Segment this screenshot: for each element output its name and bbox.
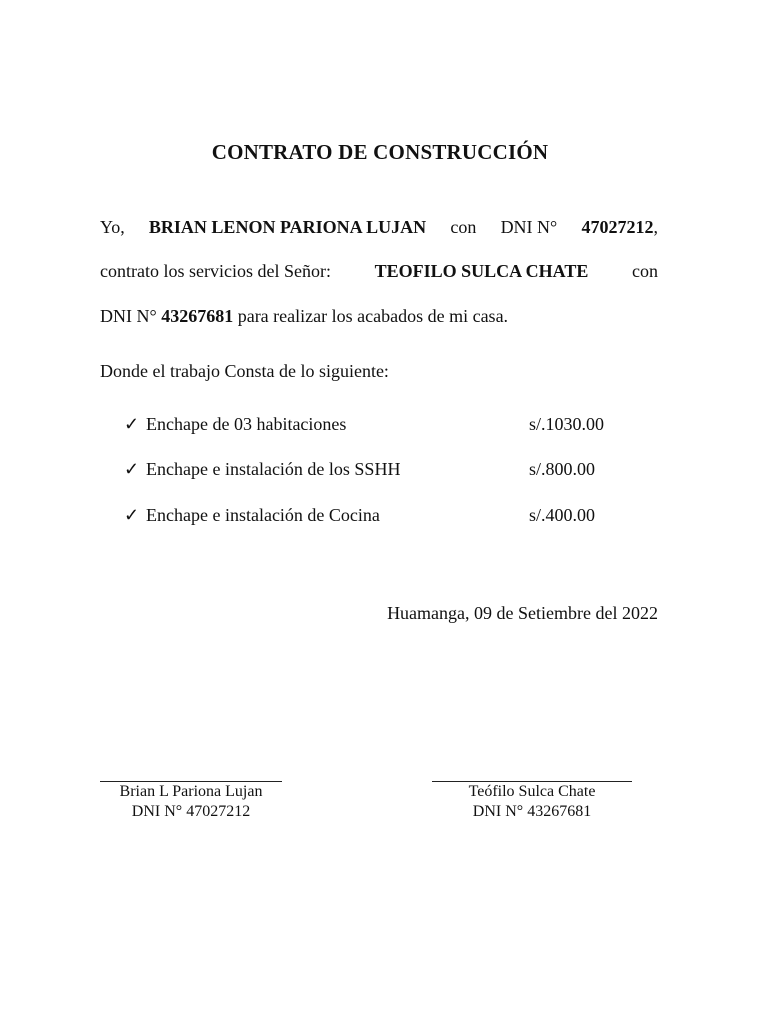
item-description: Enchape e instalación de Cocina: [146, 505, 380, 525]
contractor-dni: 43267681: [161, 306, 234, 326]
item-price: s/.400.00: [529, 505, 596, 525]
intro-line-2: [100, 259, 658, 283]
signature-block-client: [100, 765, 282, 822]
signer-name: Teófilo Sulca Chate: [468, 783, 596, 800]
signature-line: [100, 765, 282, 782]
services-text: contrato los servicios del Señor:: [100, 261, 331, 281]
client-dni: 47027212: [581, 217, 654, 237]
intro-line2-con: con: [631, 261, 658, 281]
intro-con: con: [450, 217, 477, 237]
client-name: BRIAN LENON PARIONA LUJAN: [148, 217, 427, 237]
intro-prefix: Yo,: [100, 217, 125, 237]
intro-dni-label: DNI N°: [500, 217, 558, 237]
intro-comma: ,: [653, 217, 658, 237]
work-intro: Donde el trabajo Consta de lo siguiente:: [100, 361, 389, 381]
document-title: CONTRATO DE CONSTRUCCIÓN: [211, 140, 549, 164]
checkmark-icon: ✓: [124, 459, 140, 479]
signer-dni: DNI N° 43267681: [472, 803, 592, 820]
item-price: s/.800.00: [529, 459, 596, 479]
contractor-name: TEOFILO SULCA CHATE: [374, 261, 589, 281]
signer-dni: DNI N° 47027212: [131, 803, 251, 820]
signer-name: Brian L Pariona Lujan: [119, 783, 263, 800]
item-description: Enchape e instalación de los SSHH: [146, 459, 401, 479]
checkmark-icon: ✓: [124, 414, 140, 434]
work-item: [124, 412, 644, 436]
item-description: Enchape de 03 habitaciones: [146, 414, 347, 434]
intro-line-3: [100, 304, 658, 328]
work-item: [124, 457, 644, 481]
signature-block-contractor: [432, 765, 632, 822]
checkmark-icon: ✓: [124, 505, 140, 525]
place-date: Huamanga, 09 de Setiembre del 2022: [387, 603, 658, 623]
purpose-text: para realizar los acabados de mi casa.: [237, 306, 509, 326]
signature-line: [432, 765, 632, 782]
work-item: [124, 503, 644, 527]
item-price: s/.1030.00: [529, 414, 605, 434]
contractor-dni-label: DNI N°: [100, 306, 157, 326]
intro-line-1: [100, 215, 658, 239]
